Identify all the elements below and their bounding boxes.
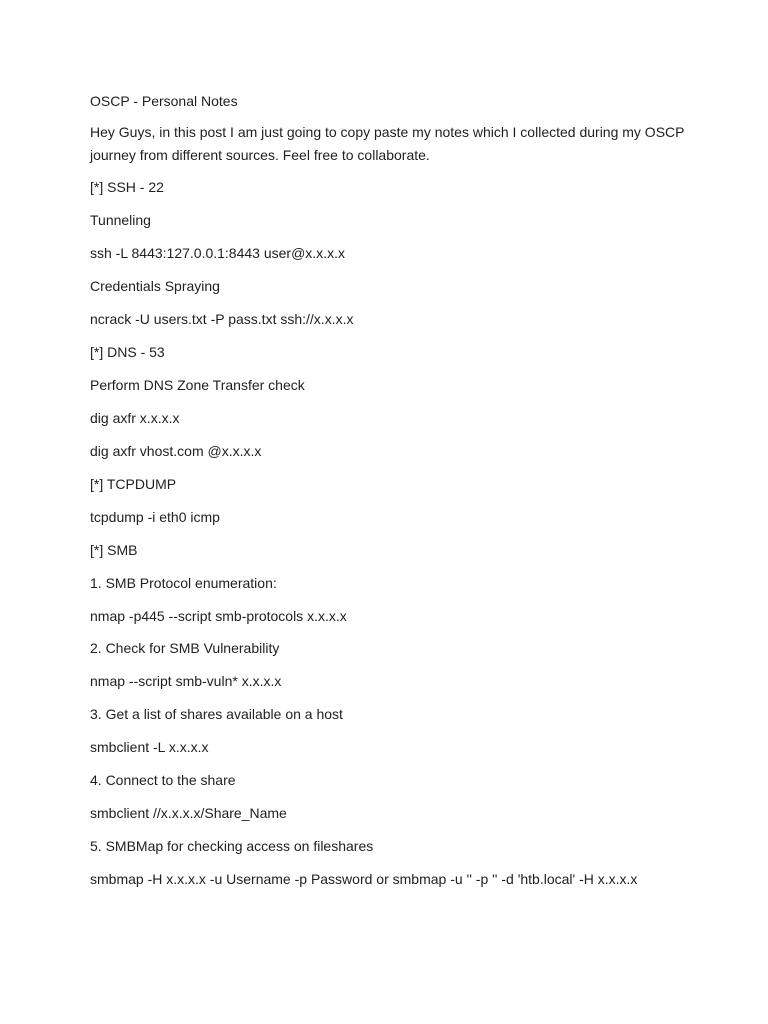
section-heading-tcpdump: [*] TCPDUMP <box>90 476 177 492</box>
command-line: smbclient //x.x.x.x/Share_Name <box>90 805 287 821</box>
note-line: 4. Connect to the share <box>90 772 236 788</box>
note-line: 1. SMB Protocol enumeration: <box>90 575 277 591</box>
command-line: ncrack -U users.txt -P pass.txt ssh://x.x.x.x <box>90 311 354 327</box>
section-heading-dns: [*] DNS - 53 <box>90 344 165 360</box>
command-line: tcpdump -i eth0 icmp <box>90 509 220 525</box>
command-line: nmap --script smb-vuln* x.x.x.x <box>90 673 282 689</box>
command-line: dig axfr vhost.com @x.x.x.x <box>90 443 262 459</box>
note-line: 3. Get a list of shares available on a host <box>90 706 343 722</box>
command-line: smbmap -H x.x.x.x -u Username -p Password or smbmap -u '' -p '' -d 'htb.local' -H x.x.x.x <box>90 871 638 887</box>
note-line: 5. SMBMap for checking access on fileshares <box>90 838 374 854</box>
intro-paragraph: Hey Guys, in this post I am just going to copy paste my notes which I collected during my OSCP journey from different sources. Feel free to collaborate. <box>90 124 689 163</box>
note-line: Tunneling <box>90 212 151 228</box>
command-line: nmap -p445 --script smb-protocols x.x.x.x <box>90 608 347 624</box>
note-line: Perform DNS Zone Transfer check <box>90 377 305 393</box>
section-heading-ssh: [*] SSH - 22 <box>90 179 164 195</box>
command-line: dig axfr x.x.x.x <box>90 410 180 426</box>
command-line: ssh -L 8443:127.0.0.1:8443 user@x.x.x.x <box>90 245 345 261</box>
page-title: OSCP - Personal Notes <box>90 93 238 109</box>
command-line: smbclient -L x.x.x.x <box>90 739 209 755</box>
section-heading-smb: [*] SMB <box>90 542 138 558</box>
note-line: 2. Check for SMB Vulnerability <box>90 640 280 656</box>
note-line: Credentials Spraying <box>90 278 220 294</box>
